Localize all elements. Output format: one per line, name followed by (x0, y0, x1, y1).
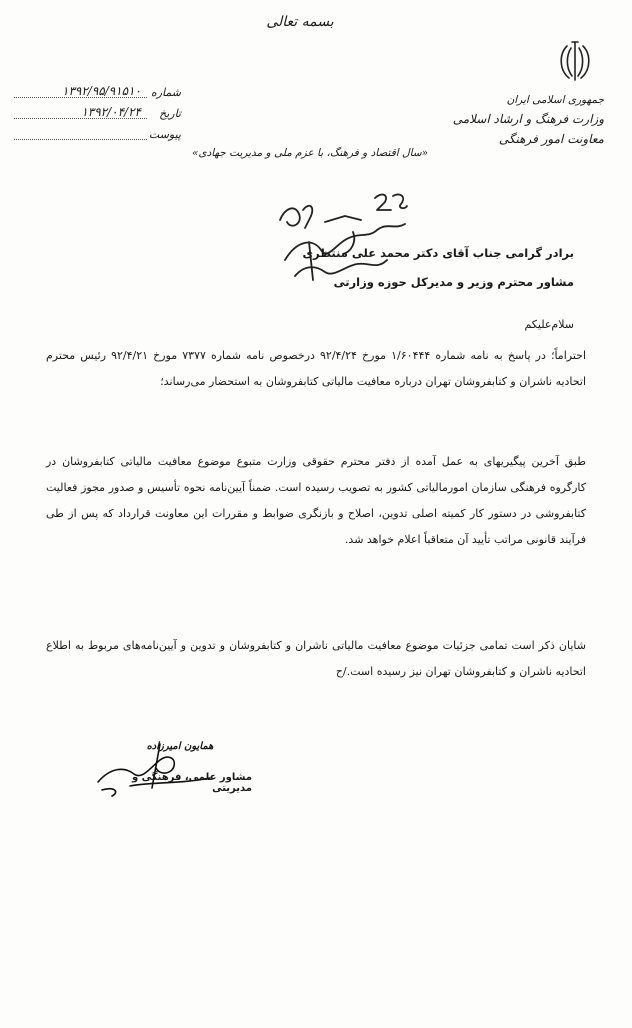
letter-meta-block (14, 84, 189, 147)
letter-date-label: تاریخ (159, 107, 181, 120)
letter-date-row (14, 105, 189, 126)
body-paragraph-1: احتراماً؛ در پاسخ به نامه شماره ۱/۶۰۴۴۴ مورخ ۹۲/۴/۲۴ درخصوص نامه شماره ۷۳۷۷ مورخ ۹۲/۴/۲۱ رئیس محترم اتحادیه ناشران و کتابفروشان تهران درباره معافیت مالیاتی کتابفروشان به استحضار می‌رساند؛ (46, 349, 587, 388)
letter-attachment-label: پیوست (148, 128, 181, 141)
signatory-name: همایون امیرزاده (146, 741, 214, 752)
body-paragraph-2: طبق آخرین پیگیریهای به عمل آمده از دفتر محترم حقوقی وزارت متبوع موضوع معافیت مالیاتی کتابفروشان در کارگروه فرهنگی سازمان امورمالیاتی کشور به تصویب رسیده است. ضمناً آیین‌نامه نحوه تأسیس و صدور مجوز فعالیت کتابفروشی در دستور کار کمیته اصلی تدوین، اصلاح و بازنگری ضوابط و مقررات این معاونت قرارداد که پس از طی فرآیند قانونی مراتب تأیید آن متعاقباً اعلام خواهد شد. (46, 455, 586, 546)
dotted-line (14, 139, 147, 140)
letter-attachment-row (14, 126, 189, 147)
year-slogan: «سال اقتصاد و فرهنگ، با عزم ملی و مدیریت جهادی» (191, 147, 429, 159)
org-line-ministry: وزارت فرهنگ و ارشاد اسلامی (452, 112, 604, 126)
salutation: سلام‌علیکم (524, 318, 574, 331)
addressee-line-1: برادر گرامی جناب آقای دکتر محمد علی منتظری (302, 246, 574, 260)
addressee-line-2: مشاور محترم وزیر و مدیرکل حوزه وزارتی (333, 275, 574, 289)
org-line-deputy: معاونت امور فرهنگی (498, 132, 604, 146)
bismillah-heading: بسمه تعالی (266, 14, 334, 30)
body-paragraph-3: شایان ذکر است تمامی جزئیات موضوع معافیت مالیاتی ناشران و کتابفروشان و تدوین و آیین‌نامه‌های مربوط به اطلاع اتحادیه ناشران و کتابفروشان تهران نیز رسیده است./ح (46, 639, 586, 678)
letter-number-value: ۱۳۹۲/۹۵/۹۱۵۱۰ (62, 84, 141, 98)
organization-block (452, 92, 604, 149)
letter-number-row (14, 84, 189, 105)
iran-emblem-icon (555, 38, 595, 86)
signatory-title: مشاور علمی، فرهنگی و مدیریتی (131, 772, 252, 794)
letter-date-value: ۱۳۹۲/۰۴/۲۴ (81, 105, 141, 119)
handwritten-note (265, 180, 415, 290)
letter-number-label: شماره (150, 86, 181, 99)
org-line-country: جمهوری اسلامی ایران (506, 94, 604, 106)
